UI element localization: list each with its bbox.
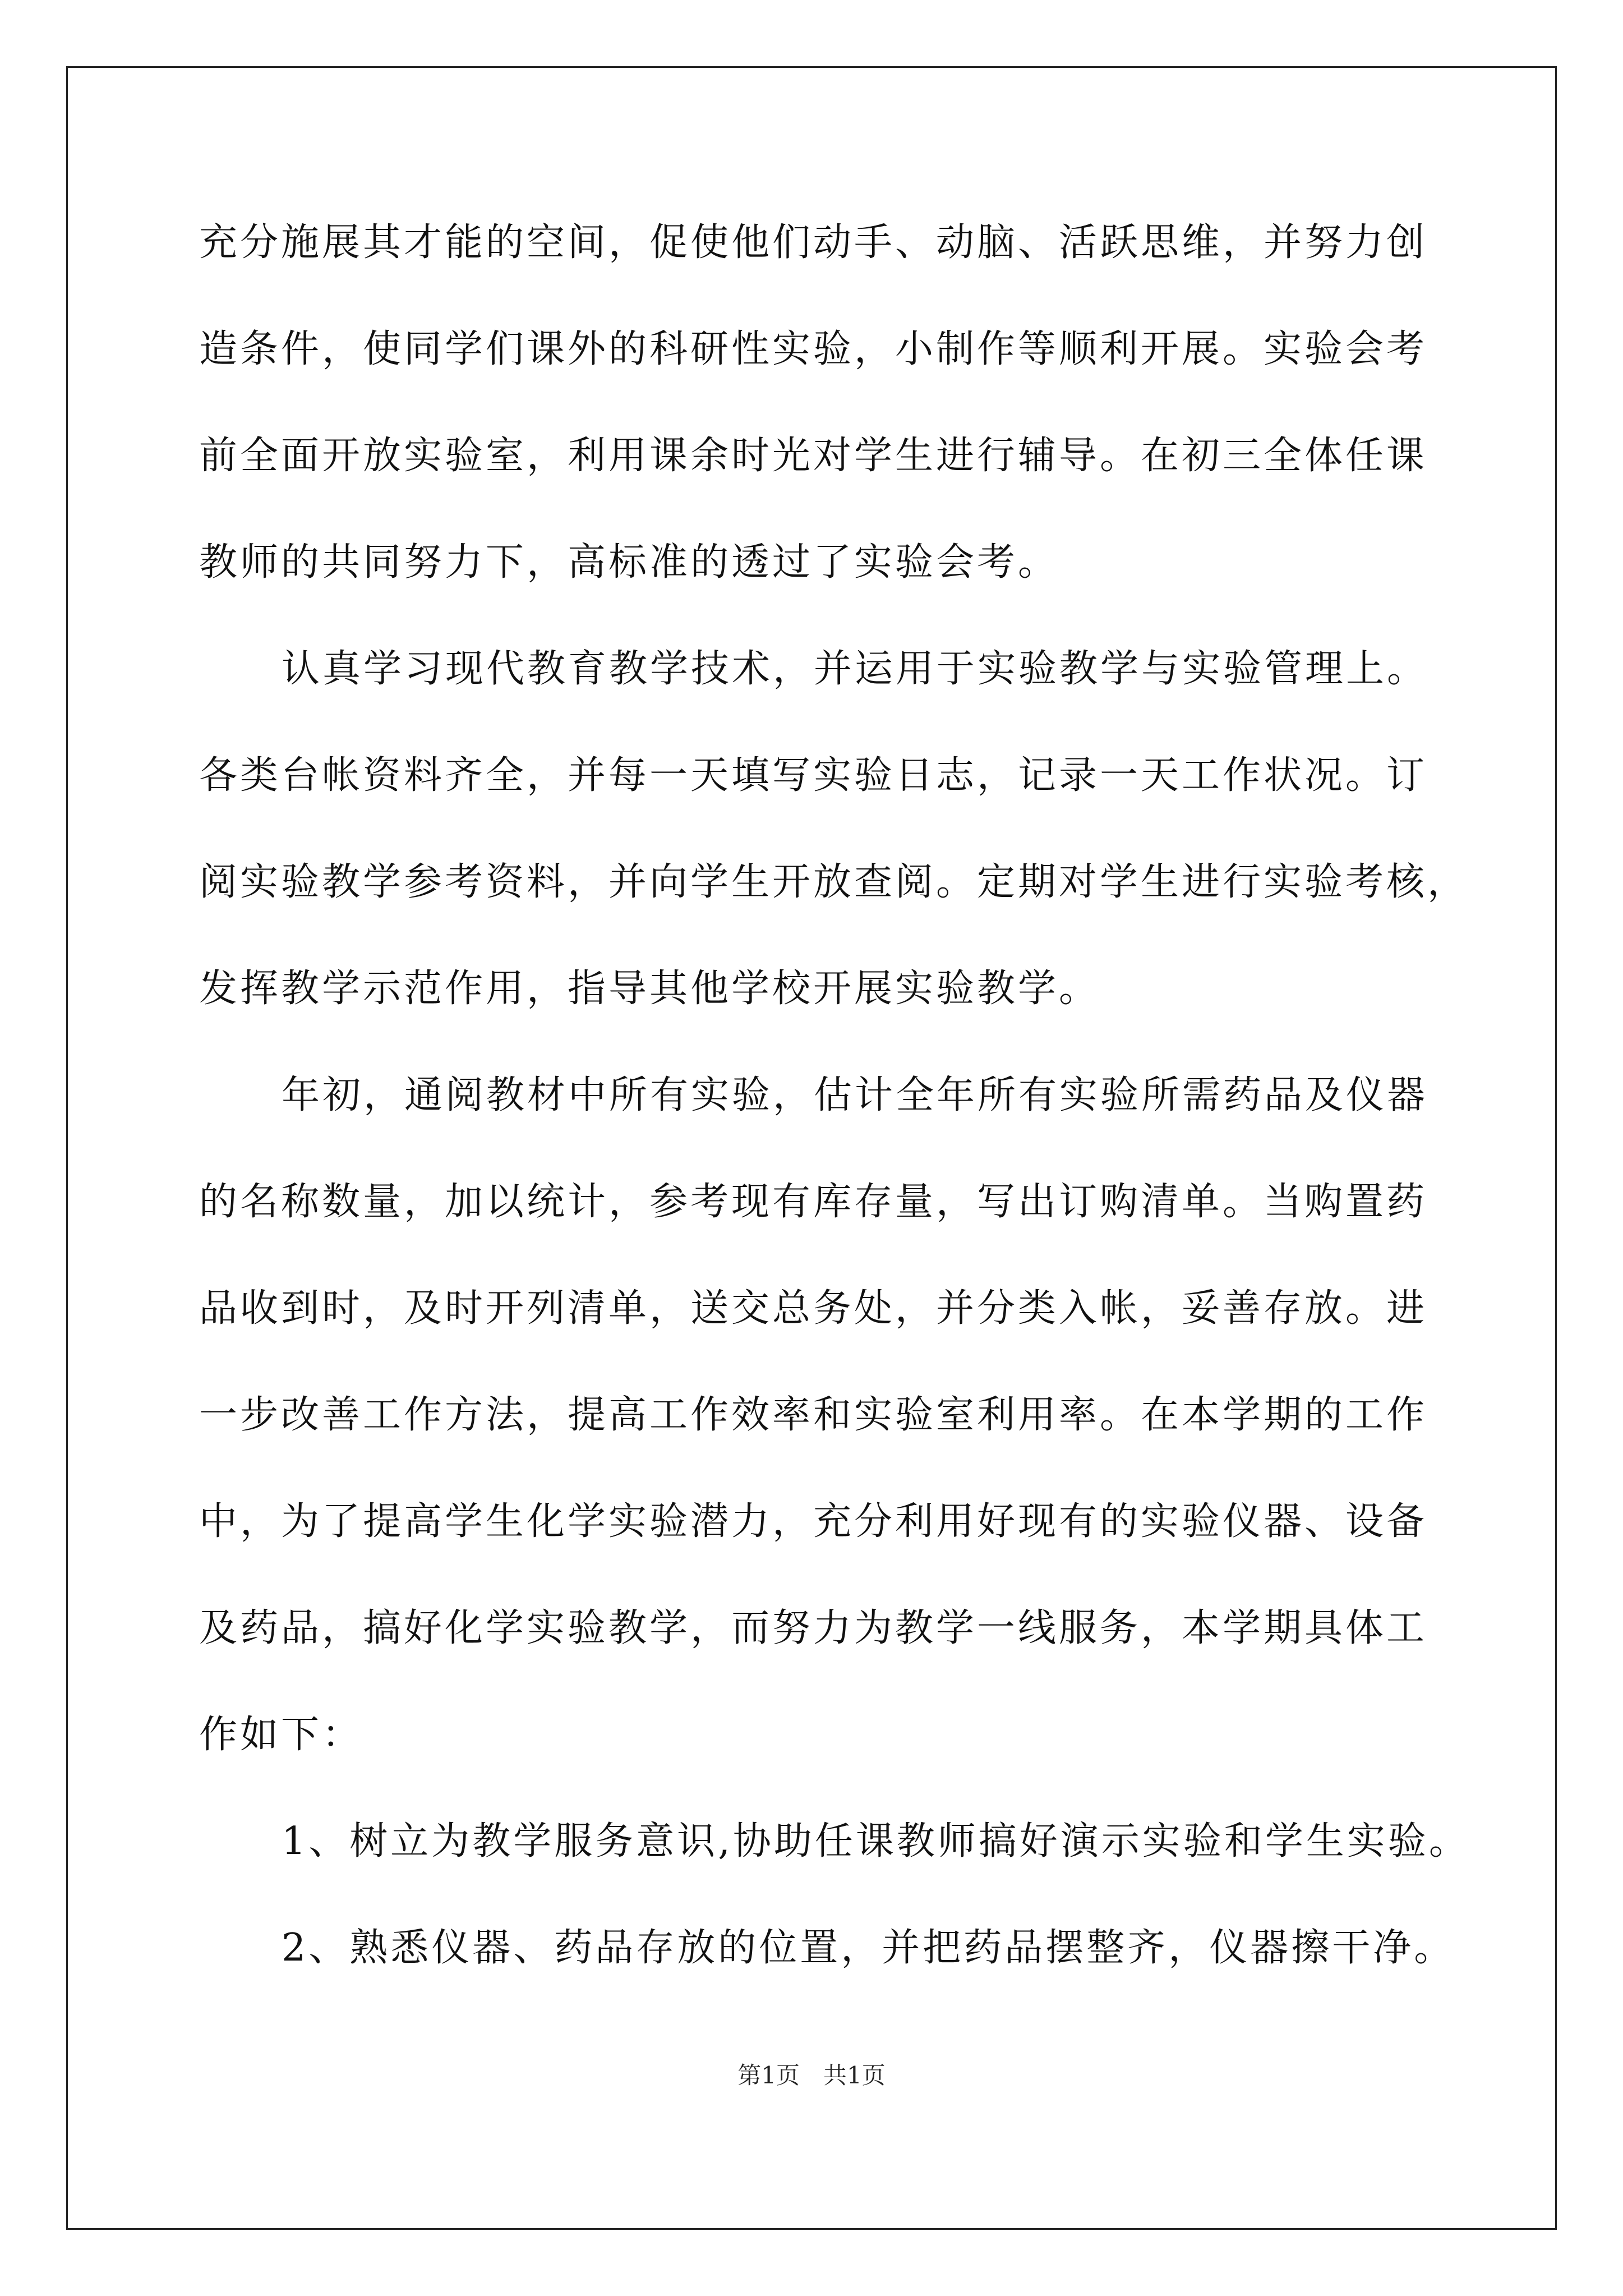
text-line: 及药品，搞好化学实验教学，而努力为教学一线服务，本学期具体工 (199, 1606, 1428, 1650)
list-item: 1、树立为教学服务意识,协助任课教师搞好演示实验和学生实验。 (282, 1819, 1470, 1864)
text-line: 造条件，使同学们课外的科研性实验，小制作等顺利开展。实验会考 (199, 327, 1428, 371)
text-line: 教师的共同努力下，高标准的透过了实验会考。 (199, 540, 1059, 585)
text-line: 中，为了提高学生化学实验潜力，充分利用好现有的实验仪器、设备 (199, 1499, 1428, 1544)
page-footer: 第1页 共1页 (737, 2062, 886, 2089)
text-line: 阅实验教学参考资料，并向学生开放查阅。定期对学生进行实验考核， (199, 860, 1469, 904)
text-line: 作如下： (199, 1713, 363, 1757)
text-line: 各类台帐资料齐全，并每一天填写实验日志，记录一天工作状况。订 (199, 753, 1428, 798)
paragraph-first-line: 年初，通阅教材中所有实验，估计全年所有实验所需药品及仪器 (282, 1073, 1428, 1117)
text-line: 充分施展其才能的空间，促使他们动手、动脑、活跃思维，并努力创 (199, 220, 1428, 265)
paragraph-first-line: 认真学习现代教育教学技术，并运用于实验教学与实验管理上。 (282, 647, 1428, 691)
list-item: 2、熟悉仪器、药品存放的位置，并把药品摆整齐，仪器擦干净。 (282, 1926, 1455, 1970)
text-line: 前全面开放实验室，利用课余时光对学生进行辅导。在初三全体任课 (199, 434, 1428, 478)
text-line: 的名称数量，加以统计，参考现有库存量，写出订购清单。当购置药 (199, 1180, 1428, 1224)
text-line: 发挥教学示范作用，指导其他学校开展实验教学。 (199, 967, 1100, 1011)
text-line: 品收到时，及时开列清单，送交总务处，并分类入帐，妥善存放。进 (199, 1286, 1428, 1331)
text-line: 一步改善工作方法，提高工作效率和实验室利用率。在本学期的工作 (199, 1393, 1428, 1437)
document-body (199, 216, 1470, 2028)
